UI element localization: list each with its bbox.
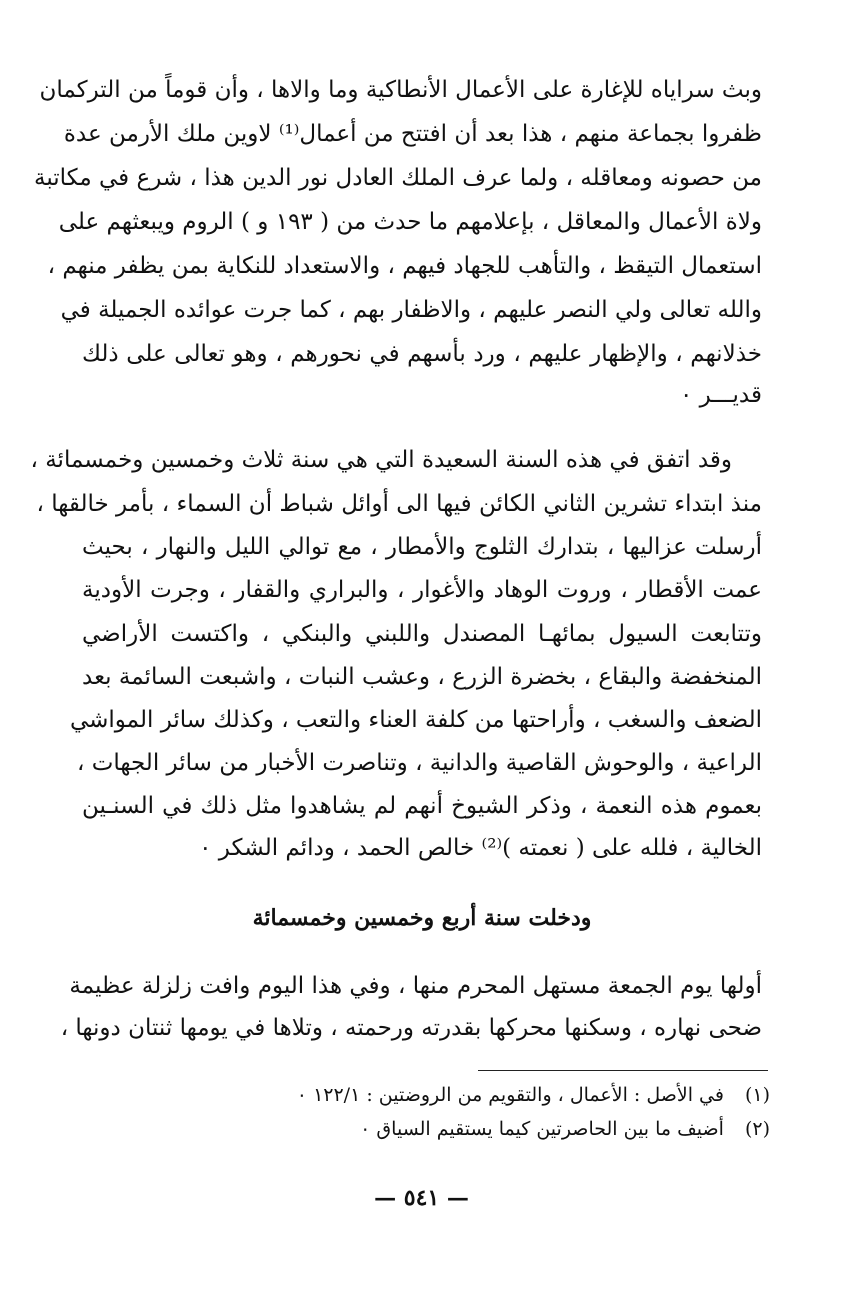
text-line: ظفروا بجماعة منهم ، هذا بعد أن افتتح من أعمال⁽¹⁾ لاوين ملك الأرمن عدة <box>63 121 762 147</box>
text-line: وتتابعت السيول بمائهـا المصندل واللبني والبنكي ، واكتست الأراضي <box>82 621 762 647</box>
text-line: من حصونه ومعاقله ، ولما عرف الملك العادل نور الدين هذا ، شرع في مكاتبة <box>33 165 762 191</box>
text-line: خذلانهم ، والإظهار عليهم ، ورد بأسهم في نحورهم ، وهو تعالى على ذلك <box>82 341 762 367</box>
text-line: الضعف والسغب ، وأراحتها من كلفة العناء والتعب ، وكذلك سائر المواشي <box>69 707 762 733</box>
footnote <box>150 1112 770 1146</box>
text-line: والله تعالى ولي النصر عليهم ، والاظفار بهم ، كما جرت عوائده الجميلة في <box>60 297 762 323</box>
text-line: وقد اتفق في هذه السنة السعيدة التي هي سنة ثلاث وخمسين وخمسمائة ، <box>30 447 732 473</box>
page-number: — ٥٤١ — <box>374 1185 469 1211</box>
text-line: وبث سراياه للإغارة على الأعمال الأنطاكية وما والاها ، وأن قوماً من التركمان <box>39 77 762 103</box>
text-line: المنخفضة والبقاع ، بخضرة الزرع ، وعشب النبات ، واشبعت السائمة بعد <box>82 664 762 690</box>
footnote-text: أضيف ما بين الحاصرتين كيما يستقيم السياق ٠ <box>360 1118 724 1140</box>
text-line: الخالية ، فلله على ( نعمته )⁽²⁾ خالص الحمد ، ودائم الشكر ٠ <box>199 835 762 861</box>
text-line: الراعية ، والوحوش القاصية والدانية ، وتناصرت الأخبار من سائر الجهات ، <box>76 750 762 776</box>
text-line: استعمال التيقظ ، والتأهب للجهاد فيهم ، والاستعداد للنكاية بمن يظفر منهم ، <box>47 253 762 279</box>
footnote-number: (١) <box>744 1084 770 1106</box>
footnote <box>150 1078 770 1112</box>
text-line: ضحى نهاره ، وسكنها محركها بقدرته ورحمته ، وتلاها في يومها ثنتان دونها ، <box>60 1015 762 1041</box>
text-line: أرسلت عزاليها ، بتدارك الثلوج والأمطار ، مع توالي الليل والنهار ، بحيث <box>82 534 762 560</box>
text-line: قديـــر ٠ <box>679 382 762 408</box>
text-line: أولها يوم الجمعة مستهل المحرم منها ، وفي هذا اليوم وافت زلزلة عظيمة <box>69 973 762 999</box>
footnote-number: (٢) <box>744 1118 770 1140</box>
text-line: عمت الأقطار ، وروت الوهاد والأغوار ، والبراري والقفار ، وجرت الأودية <box>82 577 762 603</box>
text-line: منذ ابتداء تشرين الثاني الكائن فيها الى أوائل شباط أن السماء ، بأمر خالقها ، <box>36 491 762 517</box>
text-line: بعموم هذه النعمة ، وذكر الشيوخ أنهم لم يشاهدوا مثل ذلك في السنـين <box>82 793 762 819</box>
text-line: ولاة الأعمال والمعاقل ، بإعلامهم ما حدث من ( ١٩٣ و ) الروم ويبعثهم على <box>58 209 762 235</box>
section-heading: ودخلت سنة أربع وخمسين وخمسمائة <box>252 905 592 931</box>
footnote-divider <box>478 1070 768 1071</box>
footnote-text: في الأصل : الأعمال ، والتقويم من الروضتين : ١٢٢/١ ٠ <box>296 1084 724 1106</box>
